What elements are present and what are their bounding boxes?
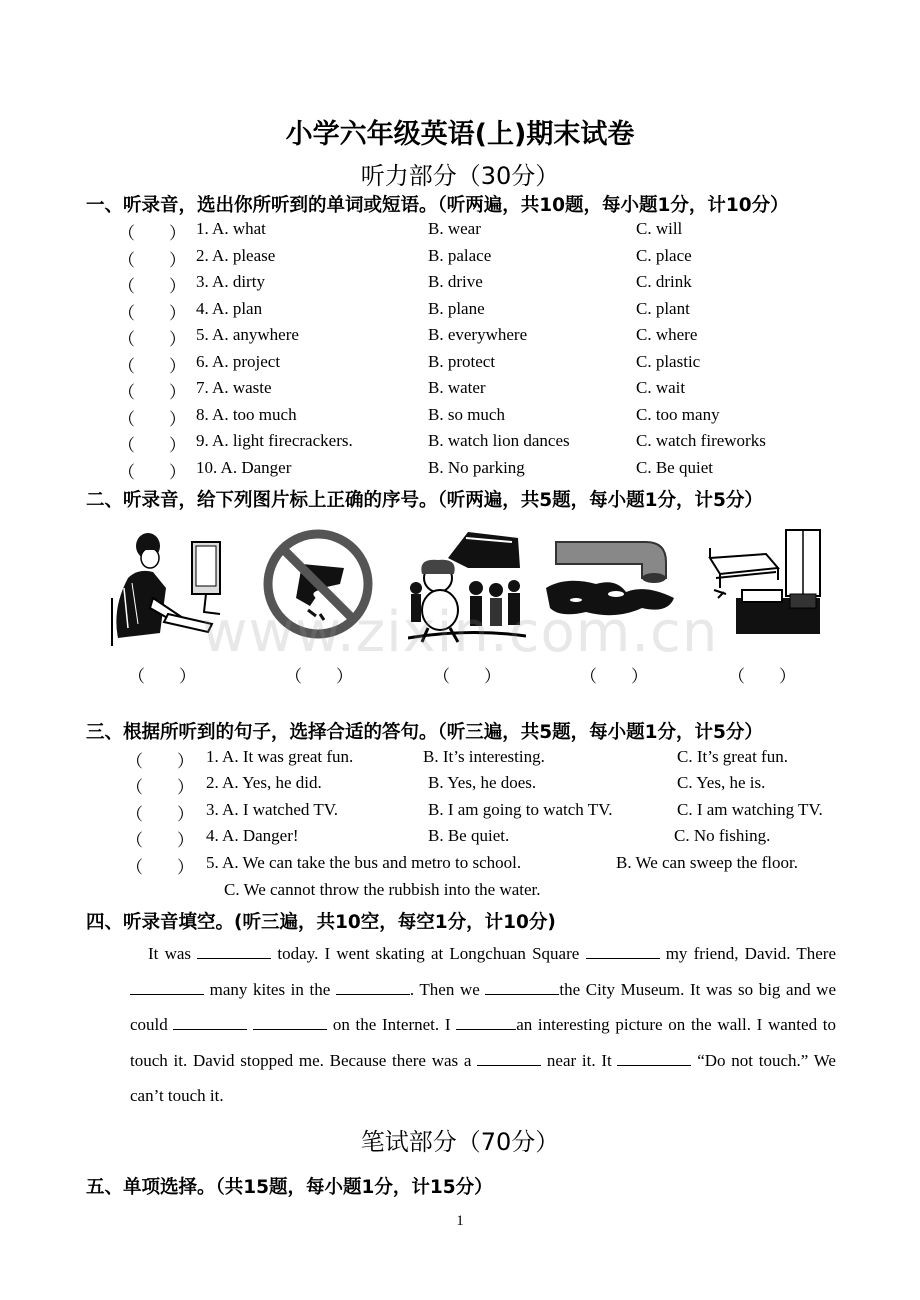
option-c: C. plant [636, 298, 690, 318]
option-a: 5. A. anywhere [196, 325, 299, 344]
page-number: 1 [456, 1213, 464, 1229]
option-b: B. drive [428, 272, 483, 291]
picture-answer-blank: （ ） [285, 667, 353, 686]
option-a: 2. A. please [196, 245, 276, 265]
option-a: 7. A. waste [196, 378, 272, 397]
answer-paren: （ ） [118, 303, 186, 323]
option-c: C. drink [636, 272, 692, 291]
section5-heading: 五、单项选择。（共15题，每小题1分，计15分） [86, 1177, 493, 1198]
option-a: 6. A. project [196, 351, 281, 371]
option-a: 9. A. light firecrackers. [196, 431, 353, 450]
answer-blank [336, 976, 410, 995]
option-c: C. It’s great fun. [677, 747, 788, 766]
answer-paren: （ ） [118, 436, 186, 455]
answer-paren: （ ） [118, 356, 186, 376]
answer-blank [173, 1011, 247, 1030]
option-b: B. so much [428, 404, 505, 424]
option-b: B. Yes, he does. [428, 773, 537, 792]
picture-answer-blank: （ ） [728, 667, 796, 686]
exam-title: 小学六年级英语(上)期末试卷 [285, 119, 635, 150]
answer-paren: （ ） [118, 330, 186, 349]
watermark: www.zixin.com.cn [201, 600, 719, 665]
option-b: B. No parking [428, 457, 525, 477]
passage-text: an interesting picture on the wall. I wanted to touch it. David stopped me. Because there was a [130, 1015, 836, 1070]
option-c: C. I am watching TV. [677, 800, 823, 819]
answer-blank [477, 1047, 541, 1066]
answer-paren: （ ） [126, 858, 194, 877]
option-a: 10. A. Danger [196, 457, 292, 477]
section2-heading: 二、听录音，给下列图片标上正确的序号。（听两遍，共5题，每小题1分，计5分） [86, 490, 763, 511]
option-a: 8. A. too much [196, 404, 297, 424]
answer-paren: （ ） [118, 277, 186, 296]
listening-part-header: 听力部分（30分） [360, 162, 560, 190]
answer-paren: （ ） [118, 250, 186, 270]
answer-paren: （ ） [126, 778, 194, 797]
answer-paren: （ ） [118, 409, 186, 429]
option-c: C. too many [636, 404, 720, 424]
option-a: 3. A. dirty [196, 272, 265, 291]
option-b: B. watch lion dances [428, 431, 570, 450]
option-a: 1. A. what [196, 219, 266, 238]
option-a: 2. A. Yes, he did. [206, 773, 322, 792]
passage-text: It was [148, 944, 198, 963]
option-b: B. everywhere [428, 325, 528, 344]
answer-paren: （ ） [118, 462, 186, 482]
answer-blank [130, 976, 204, 995]
option-a: 3. A. I watched TV. [206, 800, 339, 819]
passage-text: near it. It [541, 1050, 618, 1070]
passage-text: the City Museum. It was so big and we could [130, 979, 836, 1034]
answer-paren: （ ） [126, 831, 194, 850]
option-b: B. We can sweep the floor. [616, 853, 798, 872]
answer-paren: （ ） [126, 752, 194, 771]
answer-blank [485, 976, 559, 995]
option-c: C. place [636, 245, 692, 265]
option-b: B. protect [428, 351, 496, 371]
answer-paren: （ ） [126, 805, 194, 824]
answer-blank [253, 1011, 327, 1030]
answer-blank [456, 1011, 516, 1030]
passage-text: many kites in the [204, 979, 336, 999]
option-c: C. wait [636, 378, 686, 397]
option-b: B. palace [428, 245, 492, 265]
picture-answer-blank: （ ） [580, 667, 648, 686]
passage-text: “Do not touch.” We can’t touch it. [130, 1050, 836, 1105]
option-b: B. wear [428, 219, 481, 238]
option-c: C. will [636, 219, 683, 238]
section4-heading: 四、听录音填空。(听三遍，共10空，每空1分，计10分) [86, 912, 556, 933]
option-b: B. Be quiet. [428, 826, 510, 845]
answer-blank [586, 940, 660, 959]
section3-heading: 三、根据所听到的句子，选择合适的答句。（听三遍，共5题，每小题1分，计5分） [86, 722, 763, 743]
option-c: C. We cannot throw the rubbish into the water. [224, 880, 541, 899]
option-c: C. plastic [636, 351, 701, 371]
option-a: 5. A. We can take the bus and metro to school. [206, 853, 522, 872]
passage-text: my friend, David. There [659, 944, 836, 963]
section1-heading: 一、听录音，选出你所听到的单词或短语。（听两遍，共10题，每小题1分，计10分） [86, 195, 789, 216]
option-b: B. It’s interesting. [423, 747, 545, 766]
answer-paren: （ ） [118, 224, 186, 243]
passage-text: on the Internet. I [327, 1015, 457, 1034]
picture-answer-blank: （ ） [433, 667, 501, 686]
option-b: B. water [428, 378, 486, 397]
answer-paren: （ ） [118, 383, 186, 402]
option-c: C. Yes, he is. [677, 773, 766, 792]
option-b: B. I am going to watch TV. [428, 800, 613, 819]
written-part-header: 笔试部分（70分） [360, 1128, 560, 1156]
passage-text: . Then we [409, 979, 486, 999]
picture-answer-blank: （ ） [128, 667, 196, 686]
option-a: 1. A. It was great fun. [206, 747, 354, 766]
option-b: B. plane [428, 298, 485, 318]
option-c: C. watch fireworks [636, 431, 766, 450]
option-a: 4. A. plan [196, 298, 263, 318]
answer-blank [197, 940, 271, 959]
option-a: 4. A. Danger! [206, 826, 299, 845]
option-c: C. Be quiet [636, 457, 713, 477]
option-c: C. No fishing. [674, 826, 771, 845]
answer-blank [617, 1047, 691, 1066]
passage-text: today. I went skating at Longchuan Square [271, 944, 586, 963]
option-c: C. where [636, 325, 698, 344]
fill-in-passage [130, 936, 836, 1114]
